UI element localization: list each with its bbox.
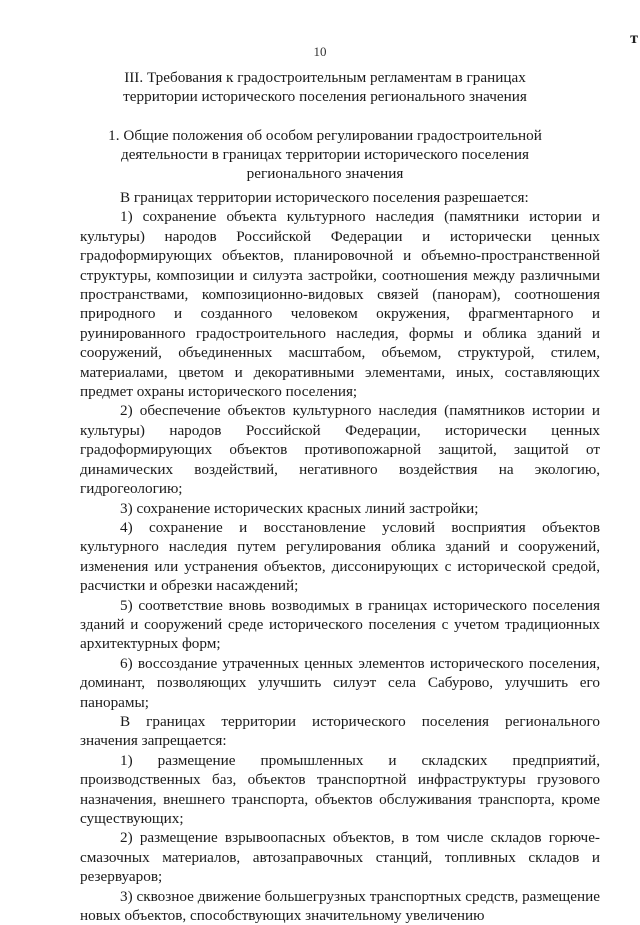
paragraph-allowed-4: 4) сохранение и восстановление условий восприятия объектов культурного наследия путем регулирования облика зданий и сооружений, изменения или устранения объектов, диссонирующих с исторической средой, расчистки и обрезки насаждений;	[80, 518, 600, 595]
section-heading: III. Требования к градостроительным регламентам в границах территории исторического поселения регионального значения	[123, 69, 527, 105]
paragraph-prohibited-2: 2) размещение взрывоопасных объектов, в том числе складов горюче-смазочных материалов, автозаправочных станций, топливных складов и резервуаров;	[80, 829, 600, 886]
paragraph-prohibited-1: 1) размещение промышленных и складских предприятий, производственных баз, объектов транспортной инфраструктуры грузового назначения, внешнего транспорта, объектов обслуживания транспорта, кроме существующих;	[80, 751, 600, 827]
paragraph-intro-prohibited: В границах территории исторического поселения регионального значения запрещается:	[80, 712, 600, 750]
page-number: 10	[313, 44, 327, 59]
body-text	[80, 188, 600, 925]
paragraph-allowed-5: 5) соответствие вновь возводимых в границах исторического поселения зданий и сооружений среде исторического поселения с учетом традиционных архитектурных форм;	[80, 596, 600, 653]
paragraph-allowed-3: 3) сохранение исторических красных линий застройки;	[120, 499, 479, 517]
paragraph-prohibited-3: 3) сквозное движение большегрузных транспортных средств, размещение новых объектов, способствующих значительному увеличению	[80, 887, 600, 925]
paragraph-allowed-6: 6) воссоздание утраченных ценных элементов исторического поселения, доминант, позволяющих улучшить силуэт села Сабурово, улучшить его панорамы;	[80, 654, 600, 711]
margin-mark: т	[630, 30, 638, 47]
subsection-heading: 1. Общие положения об особом регулировании градостроительной деятельности в границах территории исторического поселения регионального значения	[108, 127, 542, 182]
paragraph-intro-allowed: В границах территории исторического поселения разрешается:	[120, 189, 529, 206]
paragraph-allowed-1: 1) сохранение объекта культурного наследия (памятники истории и культуры) народов Российской Федерации и исторически ценных градоформирующих объектов, планировочной и объемно-пространственной структуры, композиции и силуэта застройки, соотношения между различными пространствами, композиционно-видовых связей (панорам), соотношения природного и созданного человеком окружения, фрагментарного и руинированного градостроительного наследия, формы и облика зданий и сооружений, объединенных масштабом, объемом, структурой, стилем, материалами, цветом и декоративными элементами, иных, составляющих предмет охраны исторического поселения;	[80, 208, 600, 401]
paragraph-allowed-2: 2) обеспечение объектов культурного наследия (памятников истории и культуры) народов Российской Федерации, исторически ценных градоформирующих объектов противопожарной защитой, защитой от динамических воздействий, негативного воздействия на экологию, гидрогеологию;	[80, 402, 600, 498]
